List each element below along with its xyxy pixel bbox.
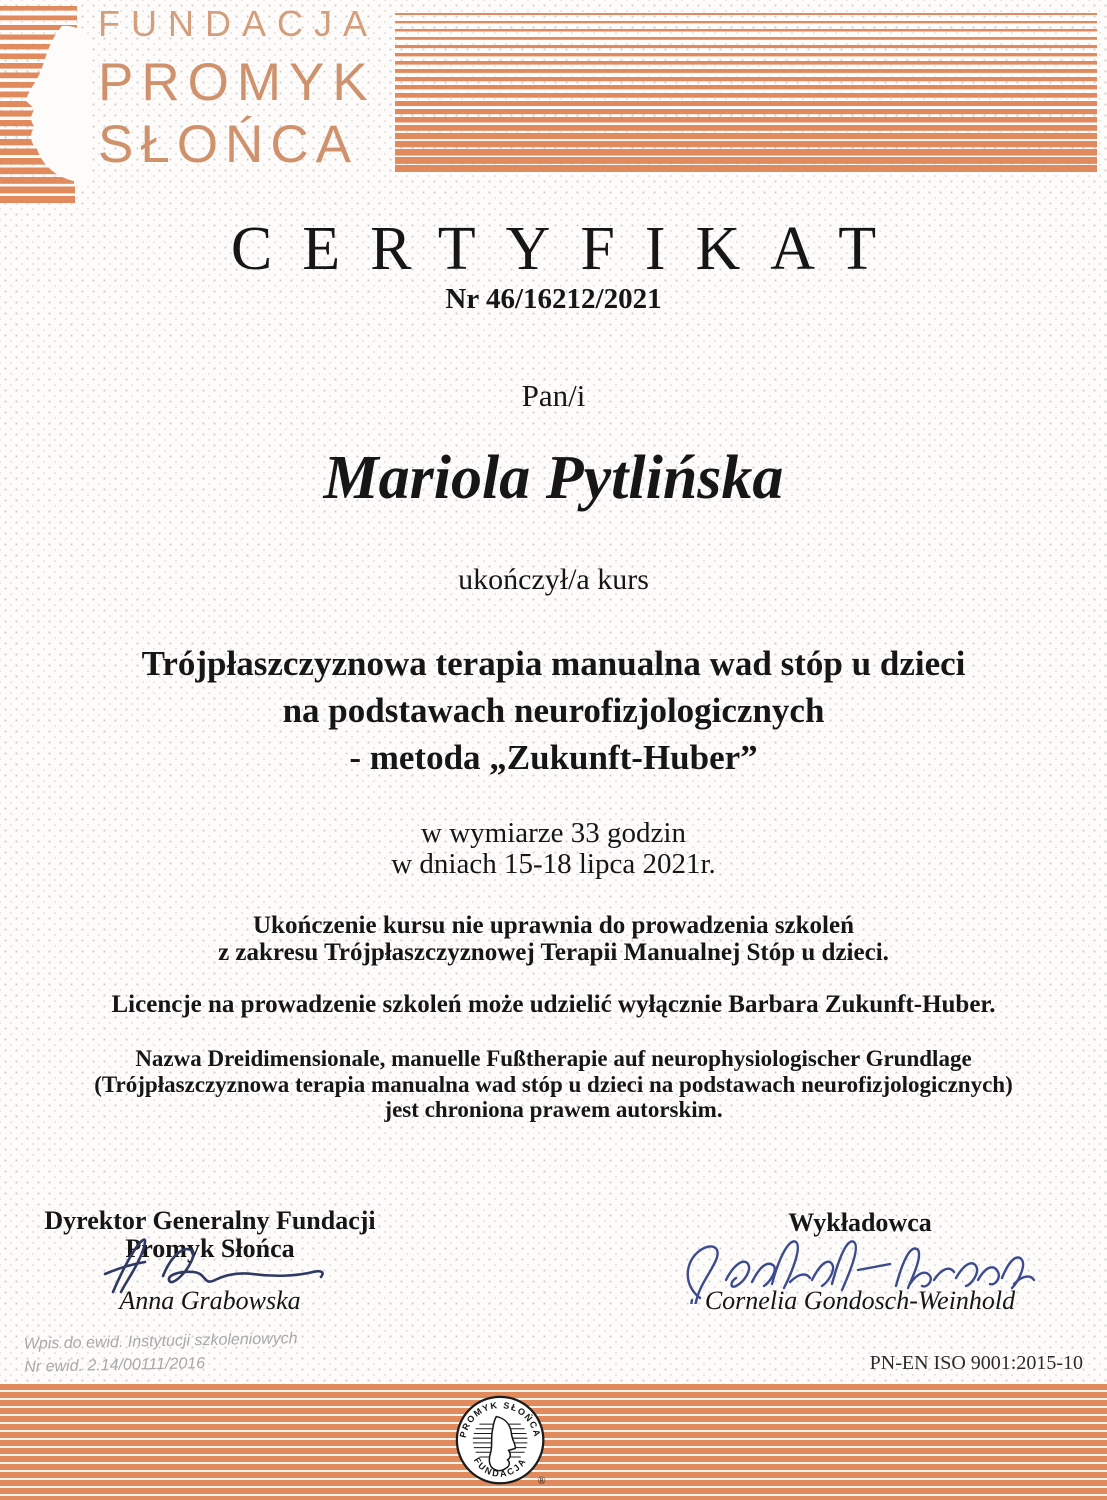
director-signature-name: Anna Grabowska <box>119 1286 301 1315</box>
wordmark-fundacja: FUNDACJA <box>98 3 379 44</box>
director-role-line: Promyk Słońca <box>125 1234 295 1263</box>
lecturer-role-title: Wykładowca <box>788 1208 932 1237</box>
training-registry-note <box>24 1327 299 1379</box>
completed-course-label: ukończył/a kurs <box>458 563 649 596</box>
registry-line: Wpis do ewid. Instytucji szkoleniowych <box>23 1330 298 1353</box>
course-hours: w wymiarze 33 godzin <box>421 817 686 849</box>
foundation-face-logo-icon <box>0 6 90 204</box>
license-note-1-line: Ukończenie kursu nie uprawnia do prowadzenia szkoleń <box>252 912 854 939</box>
recipient-name: Mariola Pytlińska <box>323 444 784 512</box>
foundation-wordmark <box>98 3 398 174</box>
header-stripes-decoration <box>395 13 1097 172</box>
wordmark-slonca: SŁOŃCA <box>98 115 358 174</box>
copyright-note <box>0 1046 1107 1123</box>
course-dates: w dniach 15-18 lipca 2021r. <box>391 848 716 880</box>
foundation-seal <box>455 1394 549 1488</box>
salutation: Pan/i <box>521 378 586 413</box>
license-note-1-line: z zakresu Trójpłaszczyznowej Terapii Manualnej Stóp u dzieci. <box>218 939 889 966</box>
director-role-line: Dyrektor Generalny Fundacji <box>44 1206 376 1235</box>
registry-line: Nr ewid. 2.14/00111/2016 <box>24 1355 206 1376</box>
seal-top-text: PROMYK SŁOŃCA <box>457 1399 543 1439</box>
iso-standard-label: PN-EN ISO 9001:2015-10 <box>869 1352 1083 1374</box>
certificate-number: Nr 46/16212/2021 <box>445 283 662 315</box>
course-title-line: na podstawach neurofizjologicznych <box>282 691 825 730</box>
course-duration <box>0 818 1107 880</box>
license-note-2: Licencje na prowadzenie szkoleń może udzielić wyłącznie Barbara Zukunft-Huber. <box>111 991 996 1018</box>
footer-stripes-decoration <box>0 1384 1107 1500</box>
course-title-line: - metoda „Zukunft-Huber” <box>349 738 758 777</box>
seal-bottom-text: FUNDACJA <box>471 1455 529 1480</box>
wordmark-promyk: PROMYK <box>98 53 376 112</box>
lecturer-signature-name: Cornelia Gondosch-Weinhold <box>704 1286 1016 1315</box>
certificate-title: CERTYFIKAT <box>230 215 907 283</box>
copyright-note-line: (Trójpłaszczyznowa terapia manualna wad stóp u dzieci na podstawach neurofizjologicznych) <box>94 1071 1013 1097</box>
copyright-note-line: Nazwa Dreidimensionale, manuelle Fußtherapie auf neurophysiologischer Grundlage <box>135 1046 972 1071</box>
course-title-line: Trójpłaszczyznowa terapia manualna wad stóp u dzieci <box>141 644 966 683</box>
course-title <box>0 640 1107 781</box>
registered-trademark-icon: ® <box>537 1476 546 1488</box>
copyright-note-line: jest chroniona prawem autorskim. <box>384 1097 723 1122</box>
license-note-1 <box>0 912 1107 966</box>
